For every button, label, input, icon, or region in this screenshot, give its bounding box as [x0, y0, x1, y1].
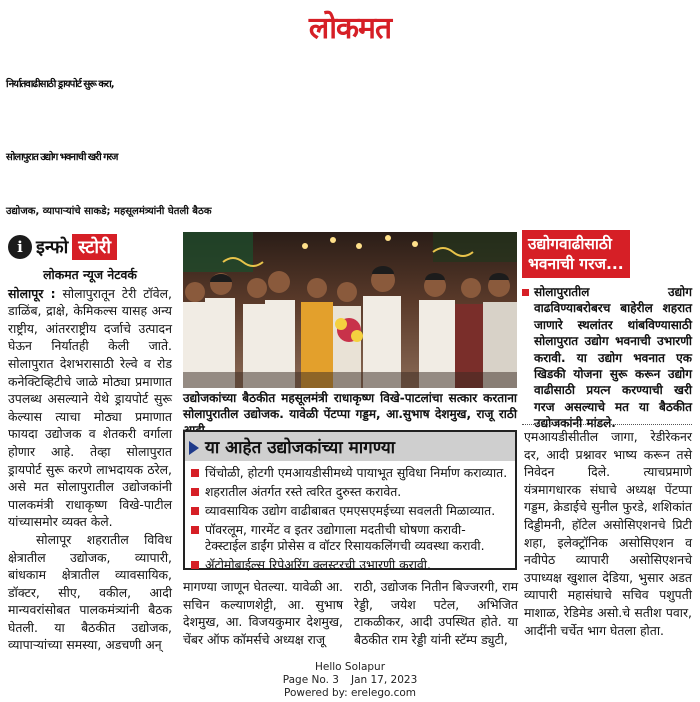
- story-column-2: मागण्या जाणून घेतल्या. यावेळी आ. सचिन कल्याणशेट्टी, आ. सुभाष देशमुख, आ. विजयकुमार देशमुख, चेंबर ऑफ कॉमर्सचे अध्यक्ष राजू: [183, 579, 343, 647]
- dateline: सोलापूर :: [8, 285, 56, 301]
- demand-item: पॉवरलूम, गारमेंट व इतर उद्योगाला मदतीची घोषणा करावी- टेक्स्टाईल डाईंग प्रोसेस व वॉटर रिसायकलिंगची व्यवस्था करावी.: [191, 522, 509, 554]
- sidebar-divider: [522, 424, 692, 425]
- sidebar-box: [522, 230, 692, 432]
- page-footer: [0, 661, 700, 700]
- story-column-3: राठी, उद्योजक नितीन बिज्जरगी, राम रेड्डी, जयेश पटेल, अभिजित टाकळीकर, आदी उपस्थित होते. या बैठकीत राम रेड्डी यांनी स्टॅम्प ड्युटी,: [354, 579, 518, 647]
- sidebar-heading: [522, 230, 630, 278]
- demand-item: शहरातील अंतर्गत रस्ते त्वरित दुरुस्त करावेत.: [191, 484, 509, 500]
- masthead-logo: [0, 6, 700, 47]
- meeting-photo-illustration: [183, 232, 517, 388]
- demand-item: व्यावसायिक उद्योग वाढीबाबत एमएसएमईच्या सवलती मिळाव्यात.: [191, 503, 509, 519]
- headline: [6, 48, 696, 194]
- demands-box: [183, 430, 517, 570]
- footer-publication: Hello Solapur: [314, 661, 386, 673]
- badge-word-story: स्टोरी: [72, 234, 117, 260]
- photo-caption: उद्योजकांच्या बैठकीत महसूलमंत्री राधाकृष्ण विखे-पाटलांचा सत्कार करताना सोलापुरातील उद्योजक. यावेळी पेंटप्पा गड्डम, आ.सुभाष देशमुख, राजू राठी: [183, 391, 517, 421]
- info-icon: i: [8, 235, 32, 259]
- story-paragraph-1: [8, 285, 172, 531]
- story-column-1: [8, 266, 172, 654]
- footer-date: Jan 17, 2023: [350, 674, 418, 686]
- demands-list: [185, 461, 515, 573]
- demands-heading: या आहेत उद्योजकांच्या मागण्या: [185, 432, 515, 461]
- meeting-photo: [183, 232, 517, 388]
- headline-line-1: निर्यातवाढीसाठी ड्रायपोर्ट सुरू करा,: [6, 79, 114, 90]
- demand-item: चिंचोळी, होटगी एमआयडीसीमध्ये पायाभूत सुविधा निर्माण कराव्यात.: [191, 465, 509, 481]
- headline-line-2: सोलापुरात उद्योग भवनाची खरी गरज: [6, 152, 118, 163]
- badge-word-info: इन्फो: [36, 237, 69, 258]
- story-column-4: एमआयडीसीतील जागा, रेडीरेकनर दर, आदी प्रश्नावर भाष्य करून तसे निवेदन दिले. त्याचप्रमाणे यंत्रमागधारक संघाचे अध्यक्ष पेंटप्पा गड्डम, क्रेडाईचे सुनील फुरडे, शशिकांत दिड्डीमनी, हॉटेल असोसिएशनचे प्रिटी शहा, इलेक्ट्रॉनिक असोसिएशन व नवीपेठ व्यापारी असोसिएशनचे उपाध्यक्ष खुशाल देडिया, भुसार अडत व्यापारी महासंघाचे सचिव पशुपती माशाळ, रेडिमेड असो.चे सतीश पवार, आदींनी चर्चेत भाग घेतला होता.: [524, 429, 692, 638]
- footer-page-info: [0, 674, 700, 687]
- sidebar-text: सोलापुरातील उद्योग वाढविण्याबरोबरच बाहेरील शहरात जाणारे स्थलांतर थांबविण्यासाठी सोलापुरात उद्योग भवनाची उभारणी करावी. या उद्योग भवनात एक खिडकी योजना सुरू करून उद्योग वाढीसाठी प्रयत्न करण्याची खरी गरज असल्याचे मत या बैठकीत उद्योजकांनी मांडले.: [522, 284, 692, 432]
- info-story-badge: [8, 232, 117, 262]
- sidebar-heading-line-2: भवनाची गरज...: [528, 255, 624, 273]
- masthead-text: लोकमत: [308, 11, 392, 46]
- subheadline: उद्योजक, व्यापाऱ्यांचे साकडे; महसूलमंत्र्यांनी घेतली बैठक: [6, 206, 212, 217]
- sidebar-heading-line-1: उद्योगवाढीसाठी: [528, 235, 612, 253]
- story-paragraph-2: सोलापूर शहरातील विविध क्षेत्रातील उद्योजक, व्यापारी, बांधकाम क्षेत्रातील व्यावसायिक, डॉक्टर, सीए, वकील, आदी मान्यवरांसोबत पालकमंत्र्यांनी बैठक घेतली. या बैठकीत उद्योजक, व्यापाऱ्यांच्या समस्या, अडचणी अन्: [8, 531, 172, 653]
- footer-page-number: Page No. 3: [282, 674, 339, 686]
- demand-item: ॲटोमोबाईल्स रिपेअरिंग क्लस्टरची उभारणी करावी.: [191, 557, 509, 573]
- story-paragraph-1-text: सोलापुरातून टेरी टॉवेल, डाळिंब, द्राक्षे, केमिकल्स यासह अन्य राष्ट्रीय, आंतरराष्ट्रीय दर्जाचे उत्पादन घेऊन निर्यातही केली जाते. सोलापुरात देशभरासाठी रेल्वे व रोड कनेक्टिव्हिटीचे जाळे मोठ्या प्रमाणात उपलब्ध असल्याने येथे ड्रायपोर्ट सुरू केल्यास त्याचा मोठ्या प्रमाणात फायदा उद्योजक व शेतकरी वर्गाला होणार आहे. तेव्हा सोलापुरात ड्रायपोर्ट सुरू करणे लाभदायक ठरेल, असे मत सोलापुरातील उद्योजकांनी पालकमंत्री राधाकृष्ण विखे-पाटील यांच्यासमोर व्यक्त केले.: [8, 285, 172, 530]
- footer-powered-by: Powered by: erelego.com: [283, 687, 417, 699]
- news-agency: लोकमत न्यूज नेटवर्क: [43, 267, 137, 282]
